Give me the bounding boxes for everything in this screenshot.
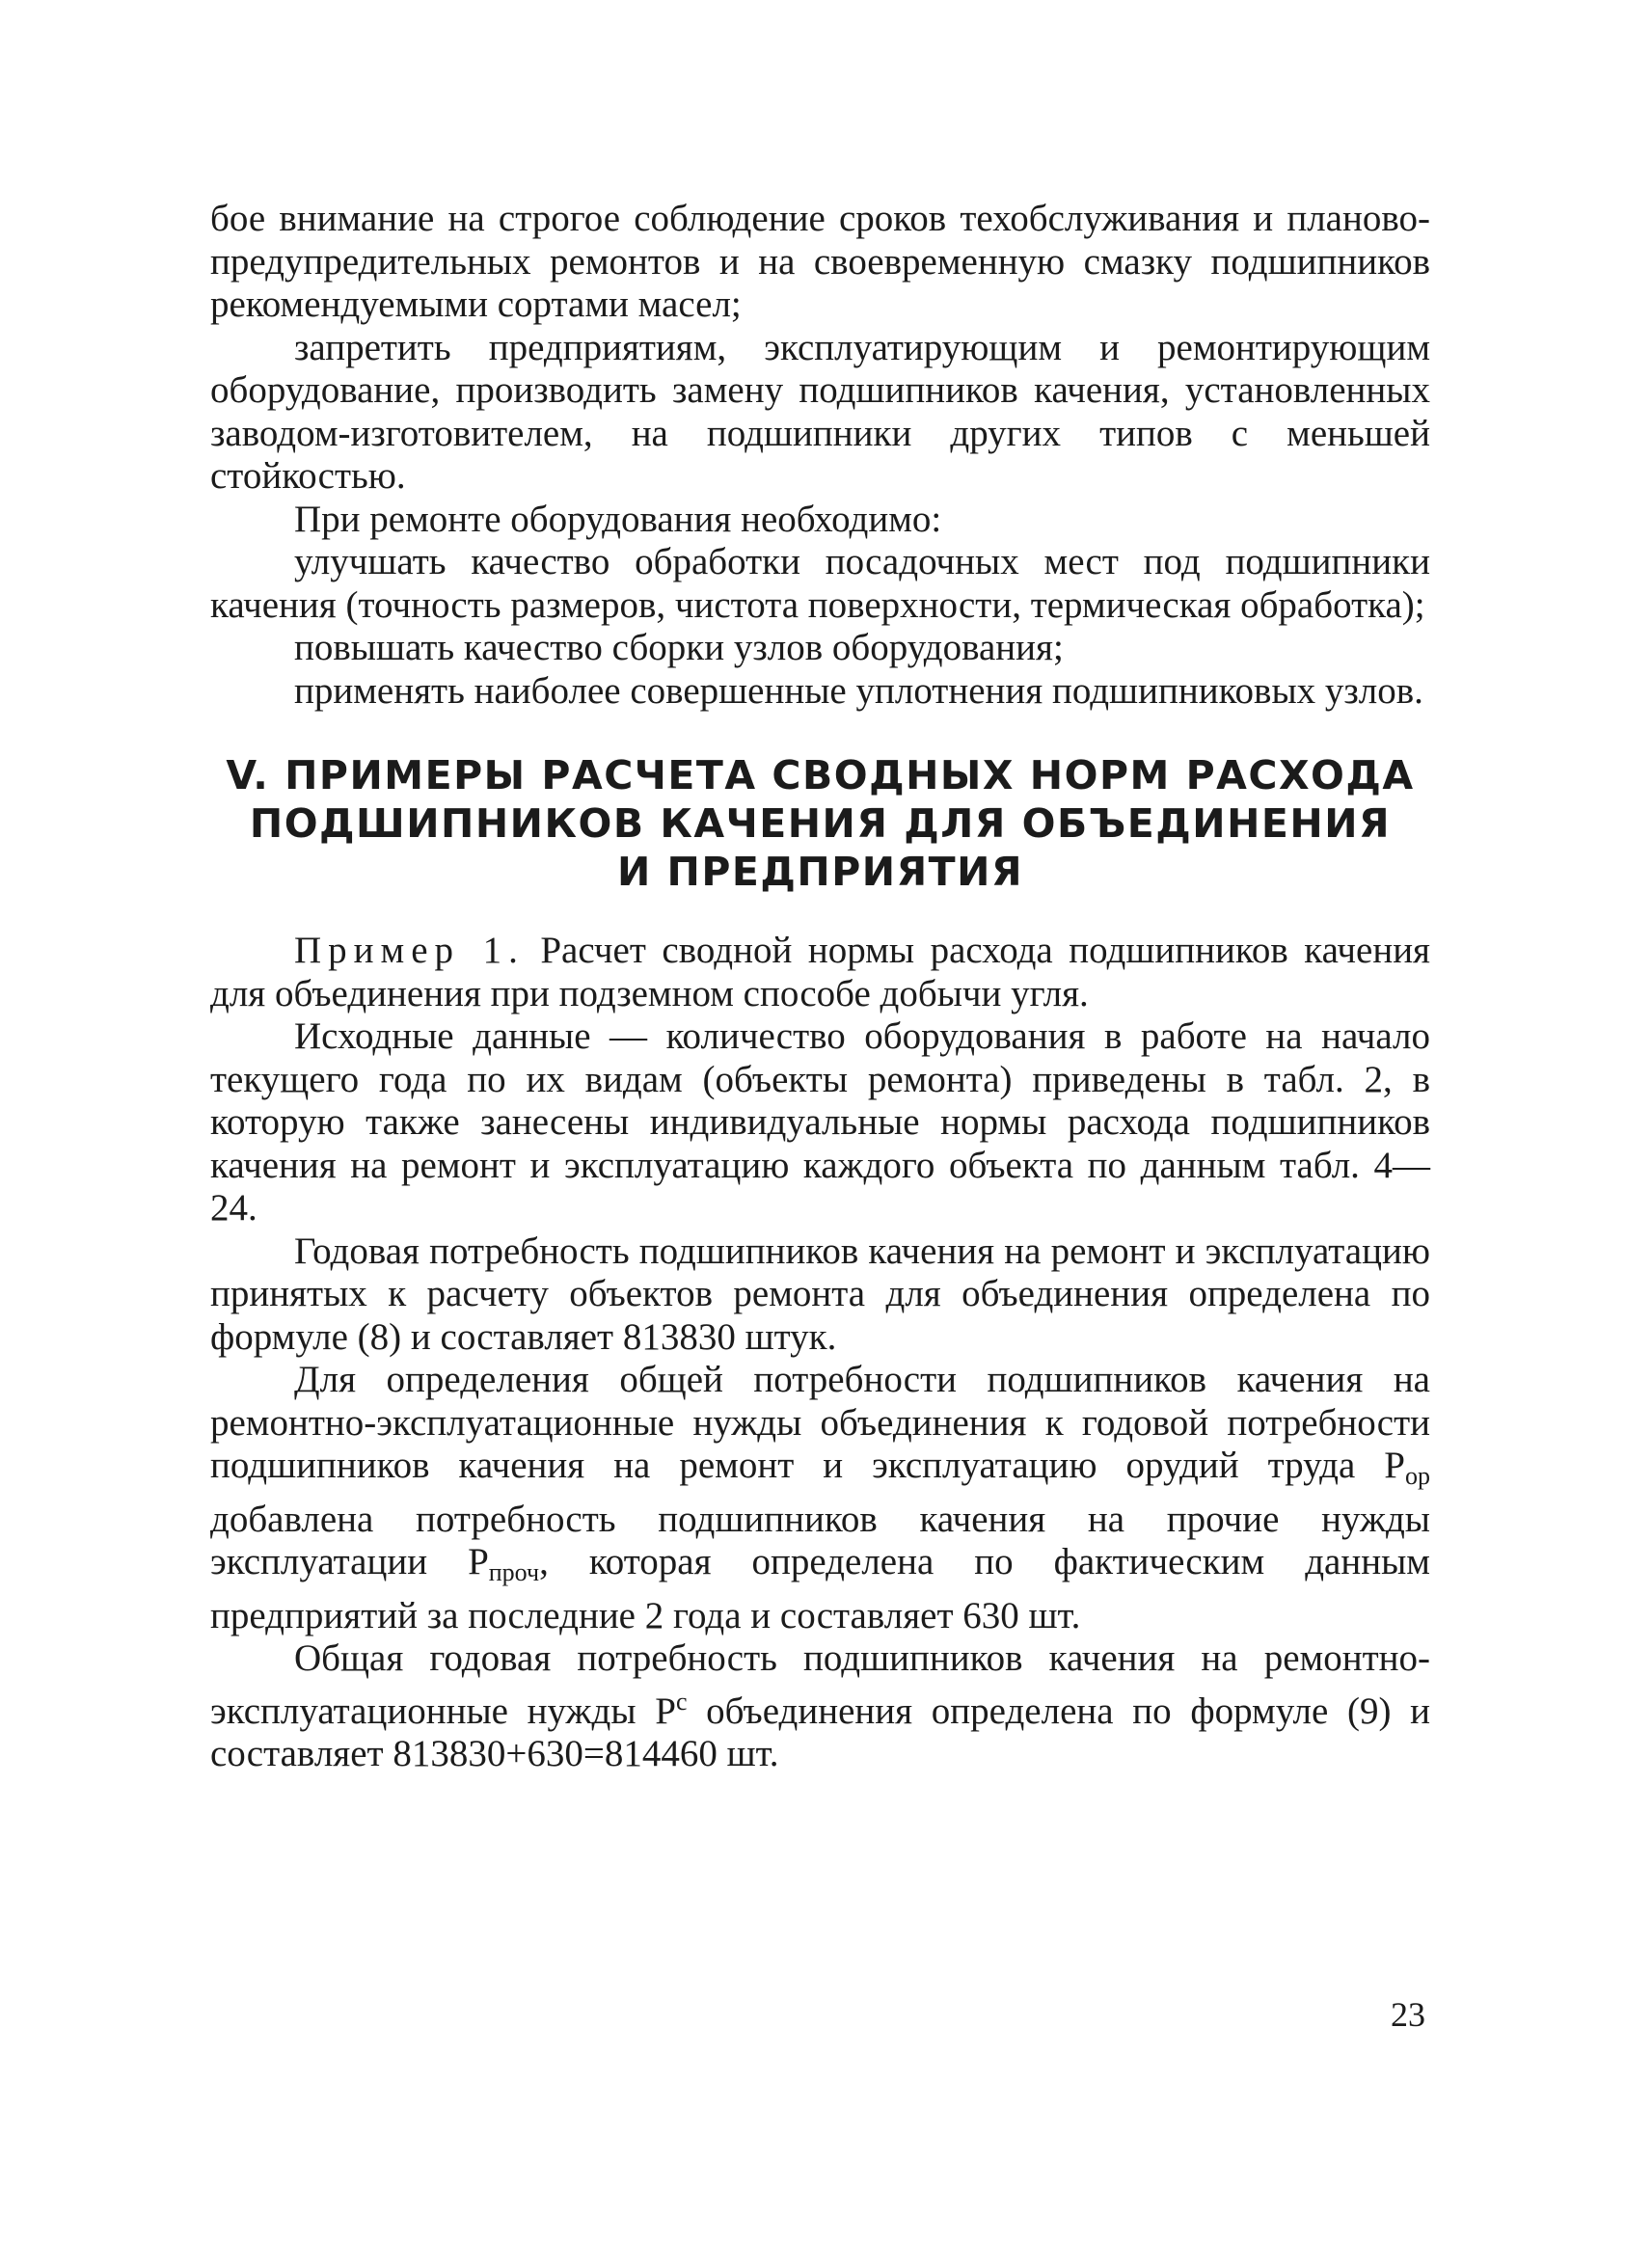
- paragraph-annual-need: Годовая потребность подшипников качения на ремонт и эксплуатацию принятых к расчету объектов ремонта для объединения определена по формуле (8) и составляет 813830 штук.: [210, 1230, 1430, 1358]
- paragraph-maintenance: бое внимание на строгое соблюдение сроков техобслуживания и планово-предупредительных ремонтов и на своевременную смазку подшипников рекомендуемыми сортами масел;: [210, 198, 1430, 325]
- symbol-subscript: ор: [1405, 1462, 1430, 1490]
- symbol-p-proch: [468, 1541, 540, 1586]
- section-heading-line-3: И ПРЕДПРИЯТИЯ: [616, 849, 1024, 895]
- text-run: добавлена потребность подшипников качения на прочие нужды эксплуатации: [210, 1498, 1430, 1582]
- symbol-p-op: [1384, 1445, 1430, 1490]
- symbol-superscript: с: [675, 1687, 688, 1716]
- symbol-letter: P: [1384, 1445, 1405, 1486]
- paragraph-repair-intro: При ремонте оборудования необходимо:: [294, 498, 942, 540]
- paragraph-source-data: Исходные данные — количество оборудования в работе на начало текущего года по их видам (объекты ремонта) приведены в табл. 2, в которую также занесены индивидуальные нормы расхода подшипников качения на ремонт и эксплуатацию каждого объекта по данным табл. 4—24.: [210, 1015, 1430, 1229]
- paragraph-prohibit-replacement: запретить предприятиям, эксплуатирующим и ремонтирующим оборудование, производить замену подшипников качения, установленных заводом-изготовителем, на подшипники других типов с меньшей стойкостью.: [210, 326, 1430, 497]
- example-label: Пример 1.: [294, 930, 525, 971]
- symbol-subscript: проч: [488, 1558, 540, 1586]
- paragraph-improve-machining: улучшать качество обработки посадочных мест под подшипники качения (точность размеров, чистота поверхности, термическая обработка);: [210, 541, 1430, 626]
- paragraph-total-annual-need: [210, 1637, 1430, 1776]
- section-heading-line-2: ПОДШИПНИКОВ КАЧЕНИЯ ДЛЯ ОБЪЕДИНЕНИЯ: [249, 800, 1392, 847]
- paragraph-total-need-definition: [210, 1359, 1430, 1637]
- paragraph-improve-assembly: повышать качество сборки узлов оборудования;: [294, 627, 1064, 668]
- paragraph-example-1: [210, 930, 1430, 1015]
- section-heading: [210, 751, 1430, 896]
- page-number: 23: [1391, 1995, 1425, 2034]
- text-run: объединения определена по формуле (9) и составляет 813830+630=814460 шт.: [210, 1690, 1430, 1774]
- text-run: Общая годовая потребность подшипников качения на ремонтно-эксплуатационные нужды: [210, 1637, 1430, 1732]
- paragraph-apply-seals: применять наиболее совершенные уплотнения подшипниковых узлов.: [294, 669, 1423, 712]
- text-run: , которая определена по фактическим данным предприятий за последние 2 года и составляет 630 шт.: [210, 1541, 1430, 1636]
- symbol-p-c: [655, 1687, 688, 1732]
- section-heading-line-1: V. ПРИМЕРЫ РАСЧЕТА СВОДНЫХ НОРМ РАСХОДА: [226, 752, 1415, 798]
- symbol-letter: P: [655, 1690, 676, 1732]
- symbol-letter: P: [468, 1541, 489, 1582]
- example-text: Расчет сводной нормы расхода подшипников качения для объединения при подземном способе добычи угля.: [210, 930, 1430, 1014]
- page-body: [210, 198, 1430, 1776]
- text-run: Для определения общей потребности подшипников качения на ремонтно-эксплуатационные нужды объединения к годовой потребности подшипников качения на ремонт и эксплуатацию орудий труда: [210, 1359, 1430, 1486]
